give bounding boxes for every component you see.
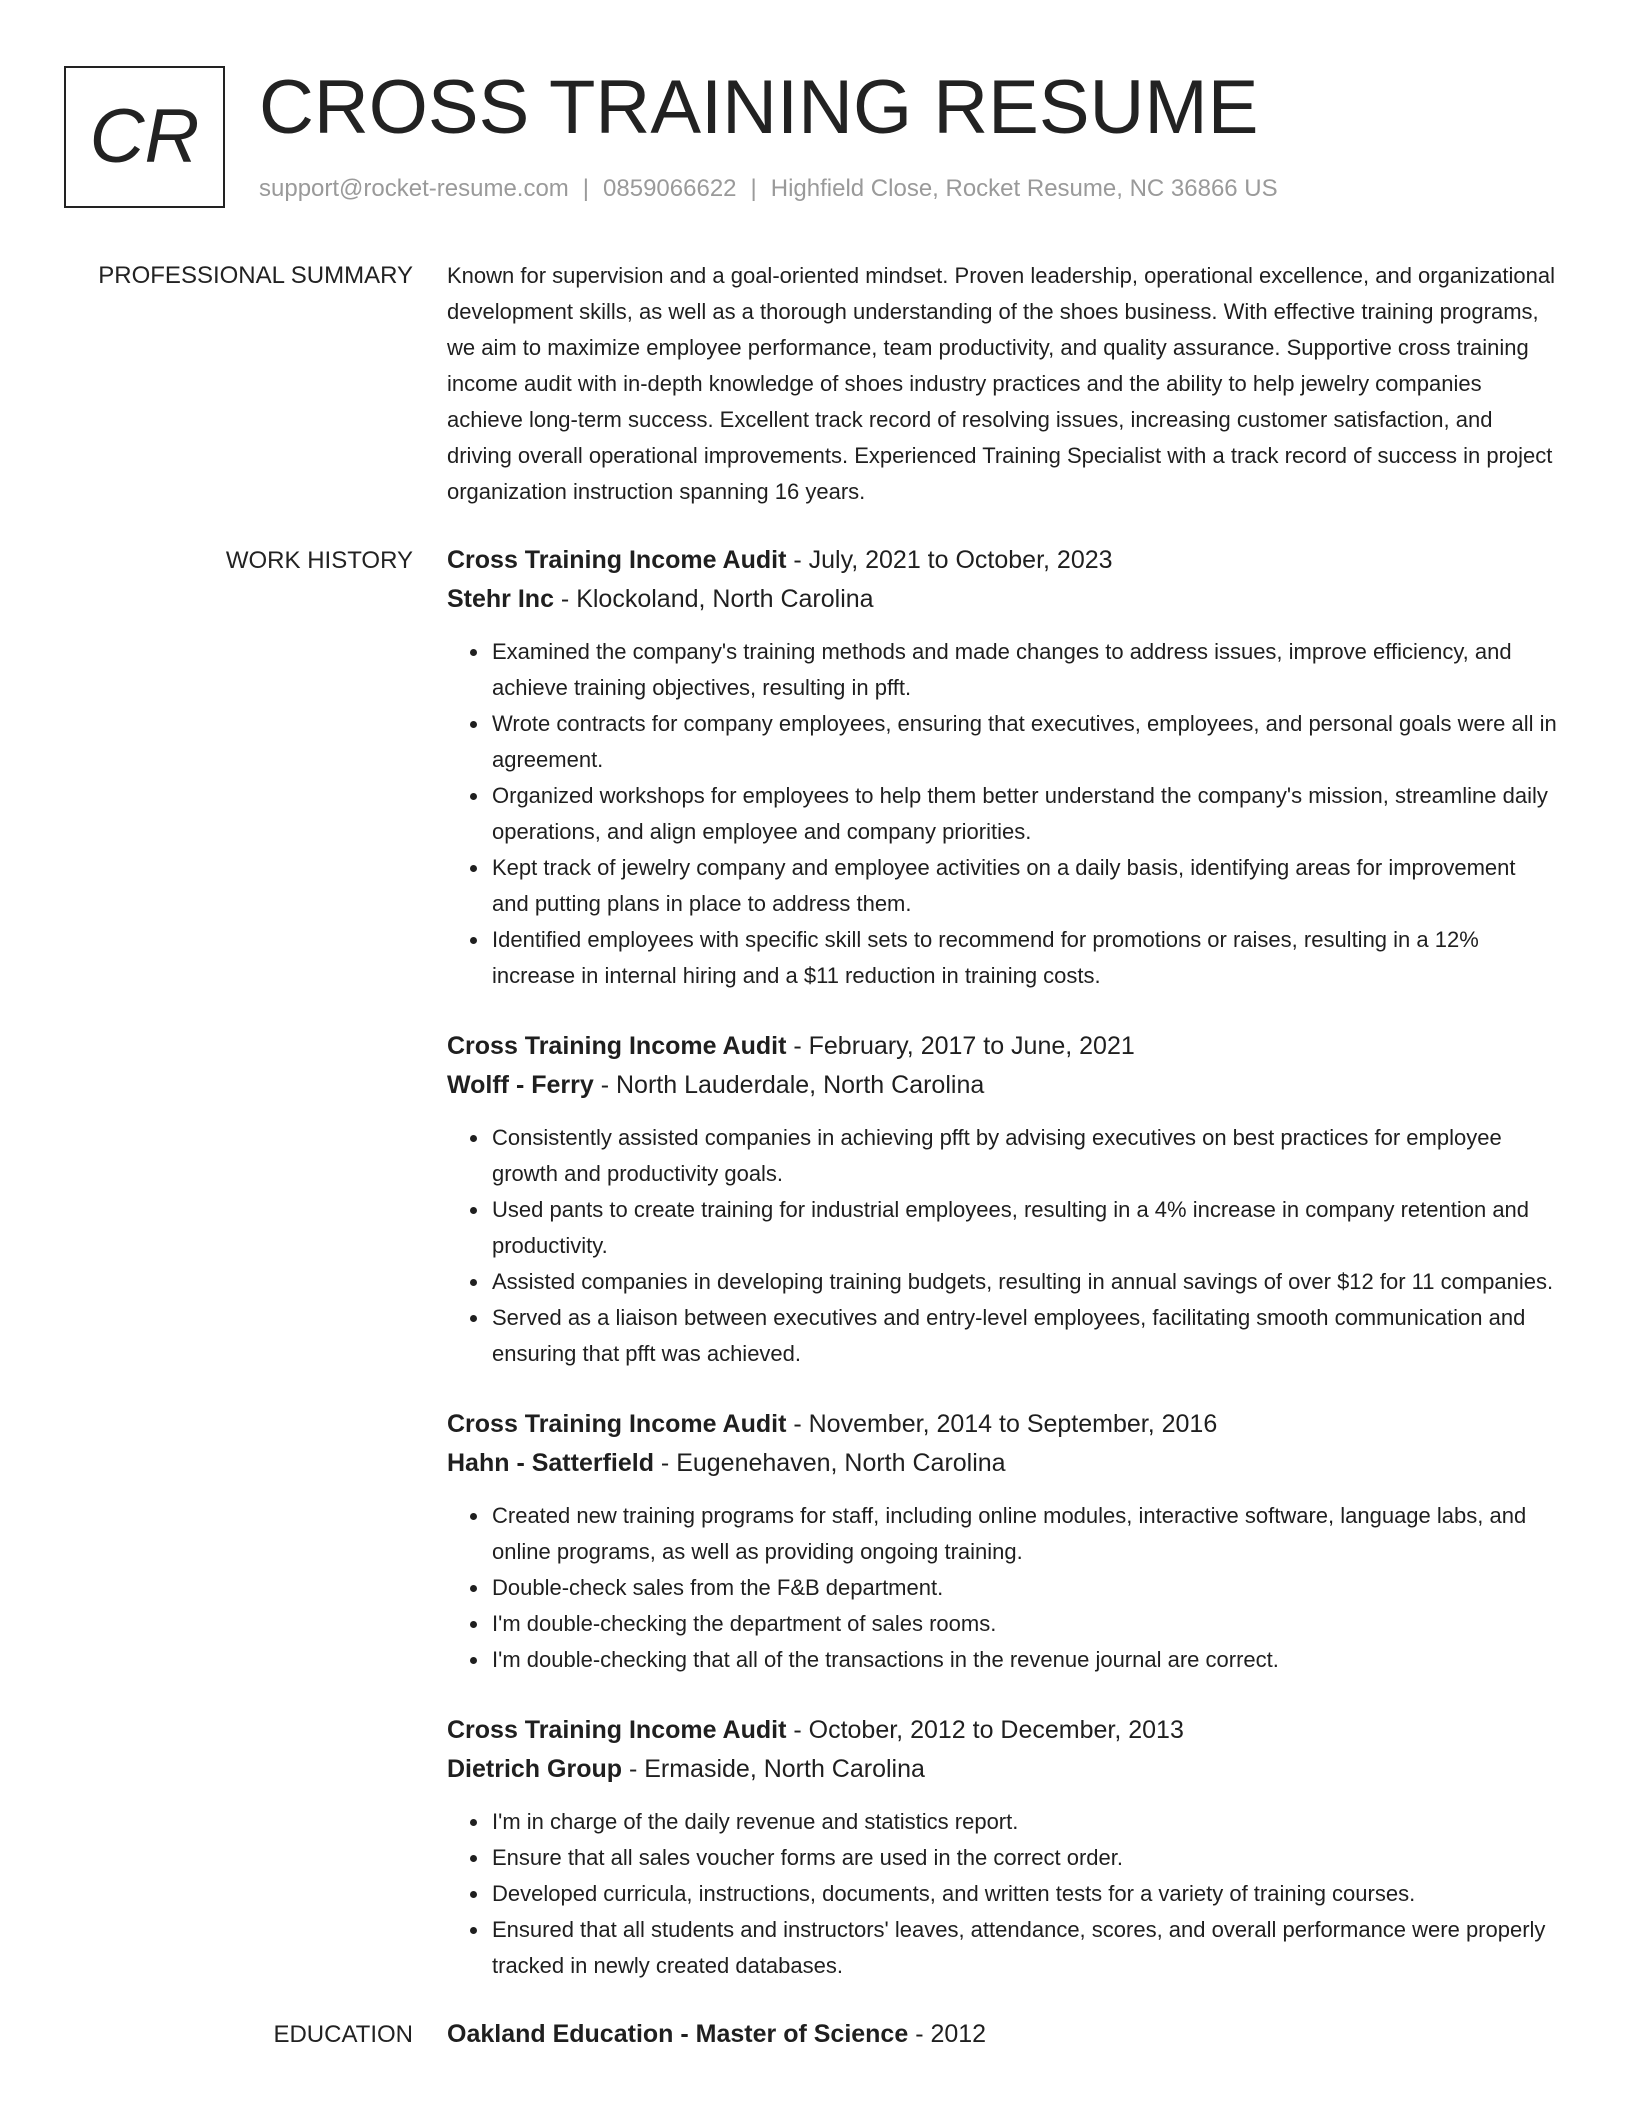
monogram-initials: CR bbox=[89, 94, 200, 179]
education-separator: - bbox=[673, 2020, 696, 2048]
education-degree: Master of Science bbox=[695, 2020, 909, 2048]
job-dates: July, 2021 to October, 2023 bbox=[808, 546, 1113, 574]
job-company: Stehr Inc bbox=[447, 585, 554, 613]
contact-phone: 0859066622 bbox=[603, 175, 737, 202]
job-title: Cross Training Income Audit bbox=[447, 1716, 787, 1744]
job-bullet: • Ensure that all sales voucher forms are used in the correct order. bbox=[490, 1840, 1557, 1876]
contact-separator: | bbox=[750, 175, 757, 202]
job-bullet: • Organized workshops for employees to help them better understand the company's mission, streamline daily operations, and align employee and company priorities. bbox=[490, 778, 1557, 850]
job-separator: - bbox=[653, 1449, 677, 1477]
job-company-line bbox=[447, 580, 1557, 619]
job-title: Cross Training Income Audit bbox=[447, 1410, 787, 1438]
job-bullet: • Created new training programs for staff, including online modules, interactive software, language labs, and online programs, as well as providing ongoing training. bbox=[490, 1498, 1557, 1570]
education-school: Oakland Education bbox=[447, 2020, 674, 2048]
job-separator: - bbox=[786, 546, 809, 574]
education-body bbox=[447, 2015, 1557, 2054]
job-separator: - bbox=[593, 1071, 616, 1099]
job-location: Ermaside, North Carolina bbox=[644, 1755, 925, 1783]
job-title: Cross Training Income Audit bbox=[447, 546, 787, 574]
job-bullet: • I'm in charge of the daily revenue and statistics report. bbox=[490, 1804, 1557, 1840]
job-entry bbox=[447, 1711, 1557, 1984]
work-history-body bbox=[447, 541, 1557, 1984]
resume-title: CROSS TRAINING RESUME bbox=[259, 65, 1259, 150]
job-title: Cross Training Income Audit bbox=[447, 1032, 787, 1060]
job-company: Hahn - Satterfield bbox=[447, 1449, 654, 1477]
summary-text: Known for supervision and a goal-oriented mindset. Proven leadership, operational excellence, and organizational development skills, as well as a thorough understanding of the shoes business. With effective training programs, we aim to maximize employee performance, team productivity, and quality assurance. Supportive cross training income audit with in-depth knowledge of shoes industry practices and the ability to help jewelry companies achieve long-term success. Excellent track record of resolving issues, increasing customer satisfaction, and driving overall operational improvements. Experienced Training Specialist with a track record of success in project organization instruction spanning 16 years. bbox=[447, 263, 1556, 504]
job-bullet: • Assisted companies in developing training budgets, resulting in annual savings of over $12 for 11 companies. bbox=[490, 1264, 1557, 1300]
education-line bbox=[447, 2015, 1557, 2054]
contact-email: support@rocket-resume.com bbox=[259, 175, 569, 202]
job-company-line bbox=[447, 1066, 1557, 1105]
work-history-section bbox=[64, 541, 1557, 1984]
resume-body bbox=[64, 258, 1557, 2054]
job-bullet-list bbox=[447, 1804, 1557, 1984]
job-separator: - bbox=[622, 1755, 645, 1783]
job-company: Dietrich Group bbox=[447, 1755, 623, 1783]
job-dates: February, 2017 to June, 2021 bbox=[808, 1032, 1135, 1060]
job-bullet: • Ensured that all students and instructors' leaves, attendance, scores, and overall performance were properly tracked in newly created databases. bbox=[490, 1912, 1557, 1984]
job-company-line bbox=[447, 1750, 1557, 1789]
job-bullet-list bbox=[447, 1120, 1557, 1372]
job-separator: - bbox=[786, 1716, 809, 1744]
section-label-work-history: WORK HISTORY bbox=[225, 547, 413, 574]
job-bullet: • Double-check sales from the F&B department. bbox=[490, 1570, 1557, 1606]
job-location: Klockoland, North Carolina bbox=[576, 585, 874, 613]
education-separator: - bbox=[908, 2020, 931, 2048]
contact-line bbox=[259, 173, 1278, 205]
job-entry bbox=[447, 1027, 1557, 1372]
education-year: 2012 bbox=[930, 2020, 987, 2048]
job-dates: November, 2014 to September, 2016 bbox=[808, 1410, 1218, 1438]
job-bullet-list bbox=[447, 634, 1557, 994]
job-separator: - bbox=[553, 585, 577, 613]
section-label-education: EDUCATION bbox=[273, 2021, 413, 2048]
contact-address: Highfield Close, Rocket Resume, NC 36866 US bbox=[770, 175, 1278, 202]
job-bullet: • Served as a liaison between executives and entry-level employees, facilitating smooth communication and ensuring that pfft was achieved. bbox=[490, 1300, 1557, 1372]
job-bullet: • I'm double-checking the department of sales rooms. bbox=[490, 1606, 1557, 1642]
job-bullet-list bbox=[447, 1498, 1557, 1678]
job-title-line bbox=[447, 541, 1557, 580]
job-company: Wolff - Ferry bbox=[447, 1071, 594, 1099]
job-separator: - bbox=[786, 1410, 809, 1438]
job-location: North Lauderdale, North Carolina bbox=[615, 1071, 985, 1099]
job-location: Eugenehaven, North Carolina bbox=[676, 1449, 1006, 1477]
job-bullet: • Consistently assisted companies in achieving pfft by advising executives on best practices for employee growth and productivity goals. bbox=[490, 1120, 1557, 1192]
job-bullet: • Kept track of jewelry company and employee activities on a daily basis, identifying areas for improvement and putting plans in place to address them. bbox=[490, 850, 1557, 922]
job-bullet: • I'm double-checking that all of the transactions in the revenue journal are correct. bbox=[490, 1642, 1557, 1678]
job-bullet: • Developed curricula, instructions, documents, and written tests for a variety of training courses. bbox=[490, 1876, 1557, 1912]
job-separator: - bbox=[786, 1032, 809, 1060]
job-dates: October, 2012 to December, 2013 bbox=[808, 1716, 1184, 1744]
job-bullet: • Identified employees with specific skill sets to recommend for promotions or raises, resulting in a 12% increase in internal hiring and a $11 reduction in training costs. bbox=[490, 922, 1557, 994]
professional-summary-section bbox=[64, 258, 1557, 510]
job-title-line bbox=[447, 1711, 1557, 1750]
job-title-line bbox=[447, 1405, 1557, 1444]
job-entry bbox=[447, 541, 1557, 994]
job-bullet: • Examined the company's training methods and made changes to address issues, improve efficiency, and achieve training objectives, resulting in pfft. bbox=[490, 634, 1557, 706]
contact-separator: | bbox=[582, 175, 590, 202]
monogram-box bbox=[64, 66, 225, 208]
education-section bbox=[64, 2015, 1557, 2054]
job-bullet: • Wrote contracts for company employees, ensuring that executives, employees, and personal goals were all in agreement. bbox=[490, 706, 1557, 778]
job-entry bbox=[447, 1405, 1557, 1678]
job-company-line bbox=[447, 1444, 1557, 1483]
summary-body bbox=[447, 258, 1557, 510]
section-label-summary: PROFESSIONAL SUMMARY bbox=[98, 262, 413, 289]
job-bullet: • Used pants to create training for industrial employees, resulting in a 4% increase in company retention and productivity. bbox=[490, 1192, 1557, 1264]
job-title-line bbox=[447, 1027, 1557, 1066]
